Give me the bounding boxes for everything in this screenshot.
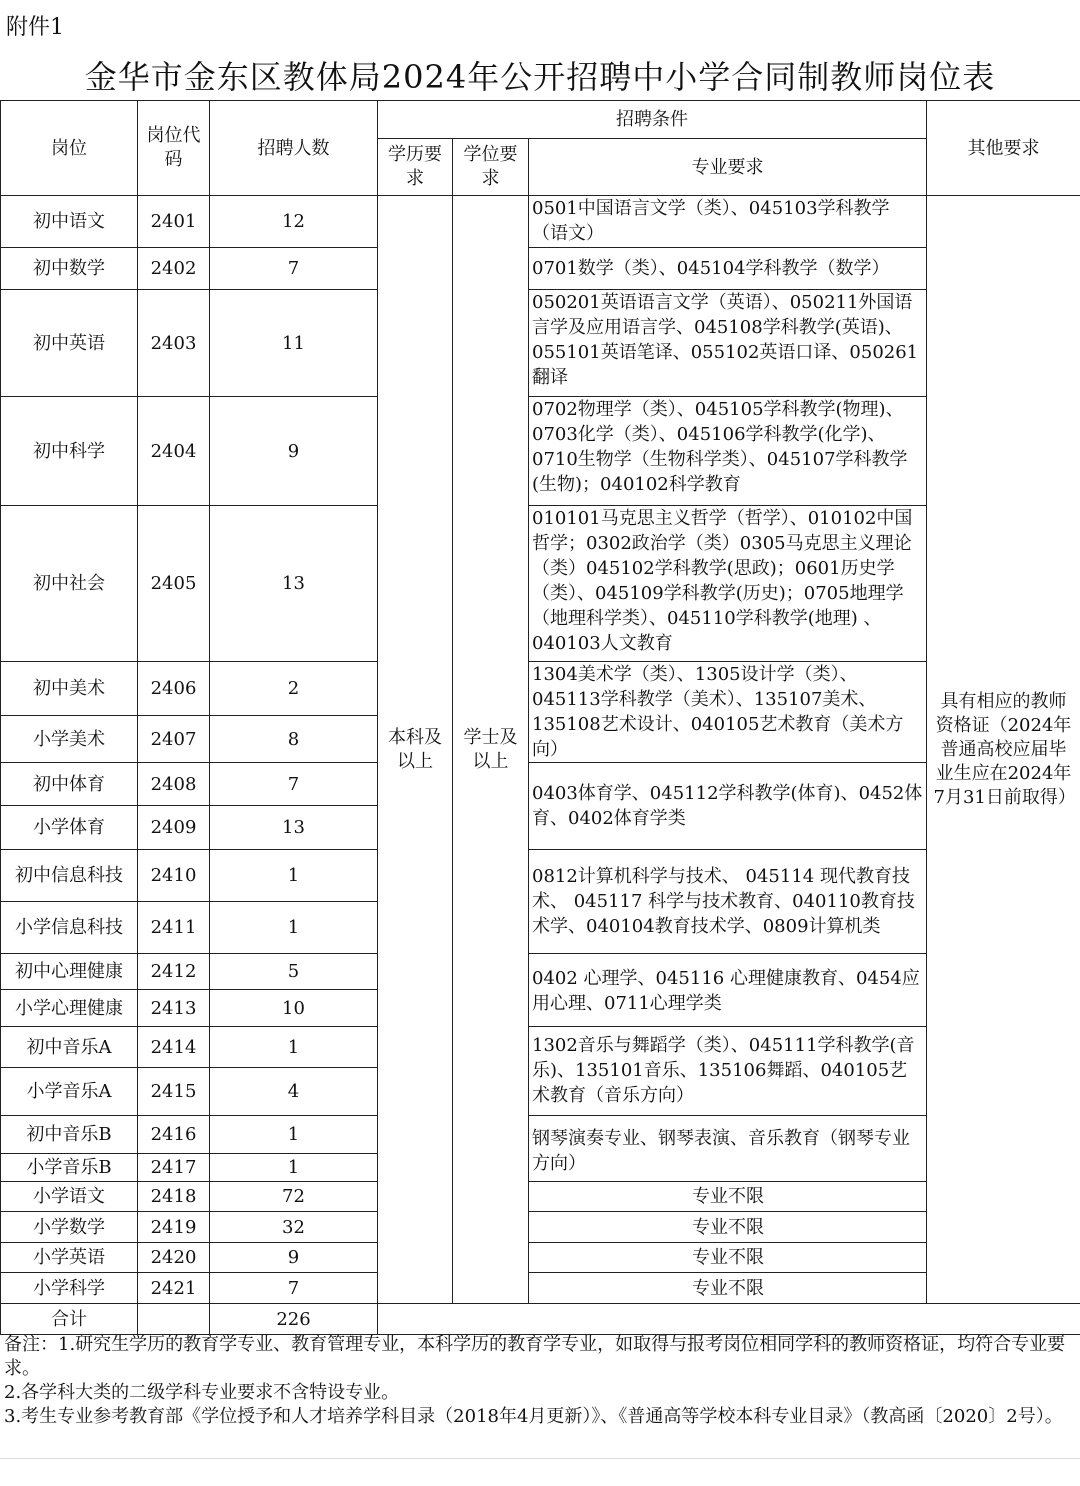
cell-position: 小学数学 [1,1212,138,1243]
major-pe: 0403体育学、045112学科教学(体育)、0452体育、0402体育学类 [529,763,927,850]
major-science-ms: 0702物理学（类）、045105学科教学(物理)、0703化学（类）、045106学科教学(化学)、0710生物学（生物科学类）、045107学科教学(生物)；040102科学教育 [529,397,927,506]
header-major: 专业要求 [529,139,927,196]
cell-position: 初中数学 [1,248,138,290]
cell-position: 小学美术 [1,716,138,763]
cell-count: 1 [210,902,378,954]
major-english-ms: 050201英语语言文学（英语）、050211外国语言学及应用语言学、045108学科教学(英语)、055101英语笔译、055102英语口译、050261翻译 [529,290,927,397]
notes [4,1333,1076,1429]
total-count: 226 [210,1304,378,1335]
cell-code: 2415 [138,1068,210,1116]
cell-position: 初中音乐B [1,1116,138,1154]
cell-code: 2402 [138,248,210,290]
major-social-ms: 010101马克思主义哲学（哲学）、010102中国哲学；0302政治学（类）0305马克思主义理论（类）045102学科教学(思政)；0601历史学（类）、045109学科教学(历史)；0705地理学（地理科学类）、045110学科教学(地理) 、040103人文教育 [529,506,927,662]
cell-code: 2401 [138,196,210,248]
cell-code: 2421 [138,1273,210,1304]
header-degree-text: 学位要求 [462,143,520,191]
major-art: 1304美术学（类）、1305设计学（类）、045113学科教学（美术）、135107美术、135108艺术设计、040105艺术教育（美术方向） [529,662,927,763]
cell-position: 小学音乐A [1,1068,138,1116]
cell-count: 11 [210,290,378,397]
cell-count: 7 [210,248,378,290]
major-music-a: 1302音乐与舞蹈学（类）、045111学科教学(音乐)、135101音乐、135106舞蹈、040105艺术教育（音乐方向） [529,1027,927,1116]
cell-position: 小学心理健康 [1,990,138,1027]
cell-position: 初中体育 [1,763,138,806]
major-chinese-ms: 0501中国语言文学（类）、045103学科教学（语文） [529,196,927,248]
header-other: 其他要求 [927,101,1080,196]
degree-shared-text: 学士及以上 [462,726,520,774]
cell-code: 2418 [138,1182,210,1212]
cell-count: 1 [210,1154,378,1182]
cell-count: 10 [210,990,378,1027]
cell-count: 1 [210,1116,378,1154]
cell-code: 2416 [138,1116,210,1154]
cell-position: 初中语文 [1,196,138,248]
cell-position: 小学信息科技 [1,902,138,954]
cell-count: 7 [210,763,378,806]
header-degree [453,139,529,196]
cell-count: 4 [210,1068,378,1116]
cell-code: 2412 [138,954,210,990]
cell-count: 9 [210,1243,378,1273]
major-math-ms: 0701数学（类）、045104学科教学（数学） [529,248,927,290]
cell-code: 2417 [138,1154,210,1182]
cell-position: 小学语文 [1,1182,138,1212]
page-title: 金华市金东区教体局2024年公开招聘中小学合同制教师岗位表 [0,52,1080,98]
cell-position: 初中美术 [1,662,138,716]
major-music-b: 钢琴演奏专业、钢琴表演、音乐教育（钢琴专业方向） [529,1116,927,1182]
cell-code: 2413 [138,990,210,1027]
cell-position: 小学体育 [1,806,138,850]
cell-count: 5 [210,954,378,990]
cell-position: 小学英语 [1,1243,138,1273]
bottom-blank-row [0,1458,1080,1486]
header-code [138,101,210,196]
other-shared [927,196,1080,1304]
cell-count: 13 [210,506,378,662]
cell-count: 2 [210,662,378,716]
cell-count: 8 [210,716,378,763]
cell-position: 小学科学 [1,1273,138,1304]
cell-code: 2403 [138,290,210,397]
positions-table [0,100,1080,1335]
cell-code: 2407 [138,716,210,763]
note-1: 备注：1.研究生学历的教育学专业、教育管理专业，本科学历的教育学专业，如取得与报考岗位相同学科的教师资格证，均符合专业要求。 [4,1333,1076,1381]
total-empty [378,1304,1080,1335]
header-position: 岗位 [1,101,138,196]
cell-position: 初中心理健康 [1,954,138,990]
note-2: 2.各学科大类的二级学科专业要求不含特设专业。 [4,1381,1076,1405]
cell-position: 初中社会 [1,506,138,662]
header-conditions: 招聘条件 [378,101,927,139]
cell-position: 初中英语 [1,290,138,397]
cell-count: 13 [210,806,378,850]
education-shared [378,196,453,1304]
cell-count: 32 [210,1212,378,1243]
cell-count: 1 [210,1027,378,1068]
cell-position: 初中信息科技 [1,850,138,902]
cell-code: 2420 [138,1243,210,1273]
cell-count: 9 [210,397,378,506]
cell-code: 2404 [138,397,210,506]
cell-code: 2410 [138,850,210,902]
other-shared-text: 具有相应的教师资格证（2024年普通高校应届毕业生应在2024年7月31日前取得） [934,690,1074,810]
major-unlimited: 专业不限 [529,1182,927,1212]
cell-code: 2419 [138,1212,210,1243]
major-psych: 0402 心理学、045116 心理健康教育、0454应用心理、0711心理学类 [529,954,927,1027]
cell-count: 7 [210,1273,378,1304]
cell-code: 2414 [138,1027,210,1068]
cell-code: 2405 [138,506,210,662]
cell-code: 2409 [138,806,210,850]
header-code-text: 岗位代码 [145,124,203,172]
total-label: 合计 [1,1304,138,1335]
cell-count: 1 [210,850,378,902]
major-unlimited: 专业不限 [529,1273,927,1304]
header-education-text: 学历要求 [386,143,444,191]
cell-count: 72 [210,1182,378,1212]
cell-position: 初中科学 [1,397,138,506]
header-count: 招聘人数 [210,101,378,196]
cell-position: 小学音乐B [1,1154,138,1182]
major-it: 0812计算机科学与技术、 045114 现代教育技术、 045117 科学与技术教育、040110教育技术学、040104教育技术学、0809计算机类 [529,850,927,954]
education-shared-text: 本科及以上 [386,726,444,774]
cell-position: 初中音乐A [1,1027,138,1068]
degree-shared [453,196,529,1304]
attachment-label: 附件1 [6,10,64,41]
header-education [378,139,453,196]
major-unlimited: 专业不限 [529,1243,927,1273]
cell-code: 2408 [138,763,210,806]
total-code-empty [138,1304,210,1335]
cell-code: 2411 [138,902,210,954]
cell-code: 2406 [138,662,210,716]
major-unlimited: 专业不限 [529,1212,927,1243]
note-3: 3.考生专业参考教育部《学位授予和人才培养学科目录（2018年4月更新）》、《普通高等学校本科专业目录》（教高函〔2020〕2号）。 [4,1405,1076,1429]
cell-count: 12 [210,196,378,248]
